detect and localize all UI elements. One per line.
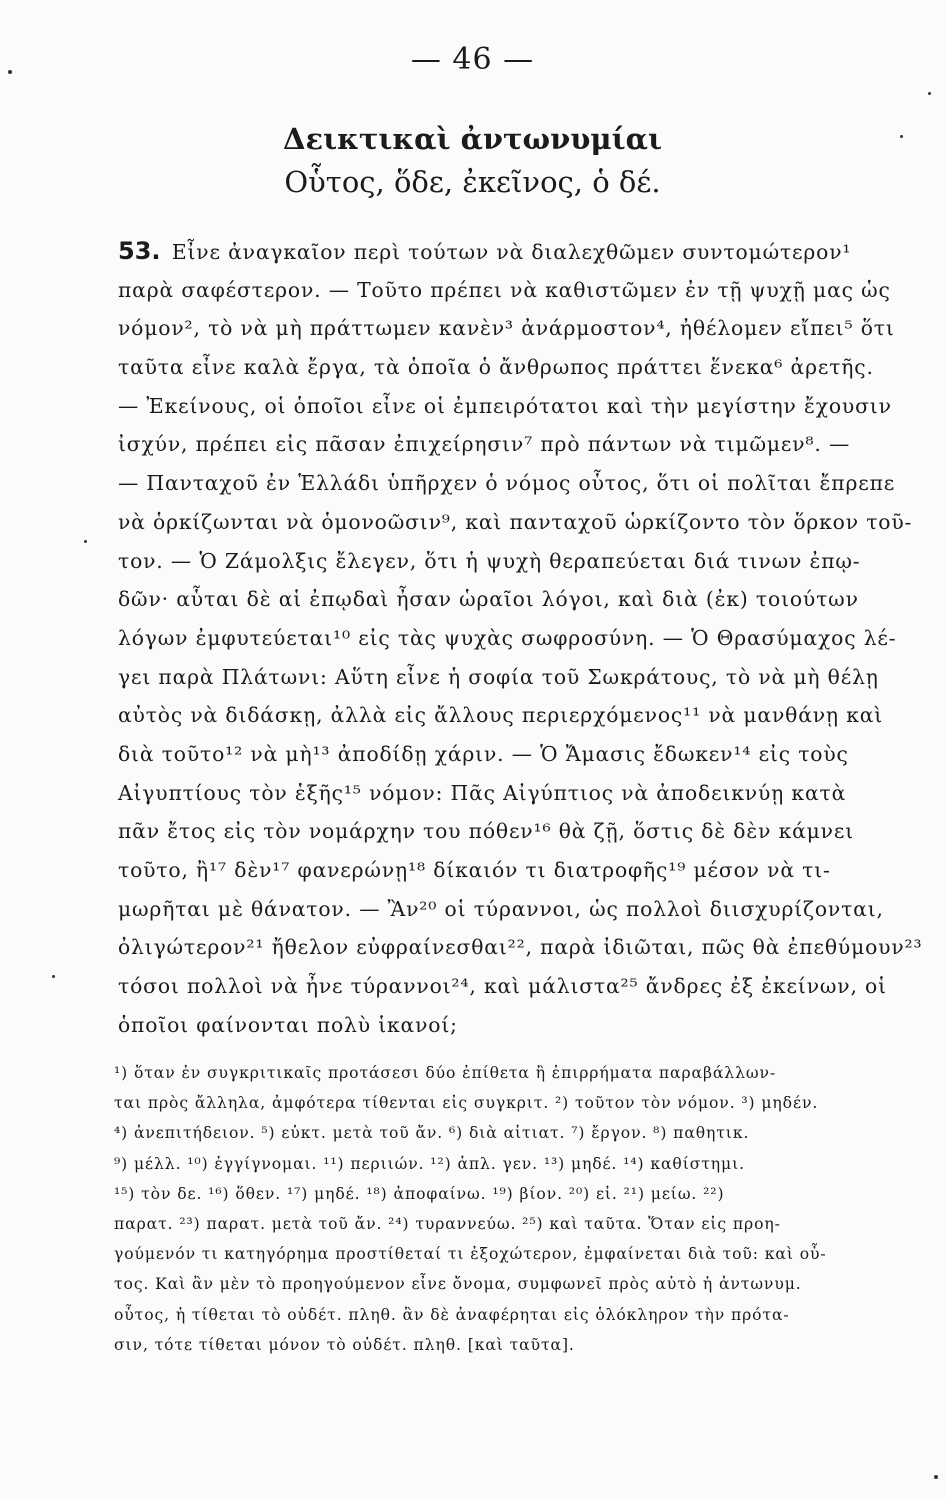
text-line: ταῦτα εἶνε καλὰ ἔργα, τὰ ὁποῖα ὁ ἄνθρωπος πράττει ἕνεκα⁶ ἀρετῆς. bbox=[118, 355, 874, 380]
scan-speck bbox=[928, 92, 931, 95]
text-line: ἰσχύν, πρέπει εἰς πᾶσαν ἐπιχείρησιν⁷ πρὸ πάντων νὰ τιμῶμεν⁸. — bbox=[118, 432, 851, 457]
text-line: πᾶν ἔτος εἰς τὸν νομάρχην του πόθεν¹⁶ θὰ ζῇ, ὅστις δὲ δὲν κάμνει bbox=[118, 819, 855, 844]
footnote-line: τος. Καὶ ἂν μὲν τὸ προηγούμενον εἶνε ὄνομα, συμφωνεῖ πρὸς αὐτὸ ἡ ἀντωνυμ. bbox=[114, 1275, 802, 1294]
scan-speck bbox=[8, 70, 12, 74]
footnotes bbox=[114, 1058, 944, 1360]
text-line: δῶν· αὗται δὲ αἱ ἐπῳδαὶ ἦσαν ὡραῖοι λόγοι, καὶ διὰ (ἐκ) τοιούτων bbox=[118, 587, 859, 612]
text-line-content: Εἶνε ἀναγκαῖον περὶ τούτων νὰ διαλεχθῶμεν συντομώτερον¹ bbox=[171, 240, 852, 264]
text-line: τόσοι πολλοὶ νὰ ἦνε τύραννοι²⁴, καὶ μάλιστα²⁵ ἄνδρες ἐξ ἐκείνων, οἱ bbox=[118, 974, 887, 999]
text-line: νόμον², τὸ νὰ μὴ πράττωμεν κανὲν³ ἀνάρμοστον⁴, ἠθέλομεν εἴπει⁵ ὅτι bbox=[118, 316, 895, 341]
footnote-line: ¹) ὅταν ἐν συγκριτικαῖς προτάσεσι δύο ἐπίθετα ἢ ἐπιρρήματα παραβάλλων- bbox=[114, 1064, 777, 1082]
scan-speck bbox=[934, 1475, 938, 1479]
text-line bbox=[118, 232, 936, 271]
text-line: τον. — Ὁ Ζάμολξις ἔλεγεν, ὅτι ἡ ψυχὴ θεραπεύεται διά τινων ἐπῳ- bbox=[118, 548, 861, 573]
page-number: — 46 — bbox=[410, 42, 535, 77]
text-line: λόγων ἐμφυτεύεται¹⁰ εἰς τὰς ψυχὰς σωφροσύνη. — Ὁ Θρασύμαχος λέ- bbox=[118, 625, 897, 650]
text-line: νὰ ὁρκίζωνται νὰ ὁμονοῶσιν⁹, καὶ πανταχοῦ ὡρκίζοντο τὸν ὅρκον τοῦ- bbox=[118, 509, 913, 534]
section-text bbox=[118, 232, 936, 1044]
text-line: — Ἐκείνους, οἱ ὁποῖοι εἶνε οἱ ἐμπειρότατοι καὶ τὴν μεγίστην ἔχουσιν bbox=[118, 393, 892, 418]
footnote-line: γούμενόν τι κατηγόρημα προστίθεταί τι ἐξοχώτερον, ἐμφαίνεται διὰ τοῦ: καὶ οὗ- bbox=[114, 1245, 827, 1264]
section-number: 53. bbox=[118, 237, 161, 265]
footnote-line: παρατ. ²³) παρατ. μετὰ τοῦ ἄν. ²⁴) τυραννεύω. ²⁵) καὶ ταῦτα. Ὅταν εἰς προη- bbox=[114, 1214, 781, 1233]
text-line: διὰ τοῦτο¹² νὰ μὴ¹³ ἀποδίδῃ χάριν. — Ὁ Ἄμασις ἔδωκεν¹⁴ εἰς τοὺς bbox=[118, 741, 849, 766]
text-line: αὐτὸς νὰ διδάσκῃ, ἀλλὰ εἰς ἄλλους περιερχόμενος¹¹ νὰ μανθάνῃ καὶ bbox=[118, 703, 884, 728]
text-line: Αἰγυπτίους τὸν ἑξῆς¹⁵ νόμον: Πᾶς Αἰγύπτιος νὰ ἀποδεικνύῃ κατὰ bbox=[118, 780, 847, 805]
footnote-line: ¹⁵) τὸν δε. ¹⁶) ὅθεν. ¹⁷) μηδέ. ¹⁸) ἀποφαίνω. ¹⁹) βίον. ²⁰) εἰ. ²¹) μείω. ²²) bbox=[114, 1184, 725, 1203]
page-subheading: Οὗτος, ὅδε, ἐκεῖνος, ὁ δέ. bbox=[284, 165, 661, 199]
scan-speck bbox=[52, 975, 55, 978]
footnote-line: ⁴) ἀνεπιτήδειον. ⁵) εὐκτ. μετὰ τοῦ ἄν. ⁶) διὰ αἰτιατ. ⁷) ἔργον. ⁸) παθητικ. bbox=[114, 1124, 750, 1143]
footnote-line: ται πρὸς ἄλληλα, ἀμφότερα τίθενται εἰς συγκριτ. ²) τοῦτον τὸν νόμον. ³) μηδέν. bbox=[114, 1094, 819, 1113]
text-line: παρὰ σαφέστερον. — Τοῦτο πρέπει νὰ καθιστῶμεν ἐν τῇ ψυχῇ μας ὡς bbox=[118, 277, 891, 302]
scan-speck bbox=[900, 135, 903, 138]
footnote-line: οὗτος, ἡ τίθεται τὸ οὐδέτ. πληθ. ἂν δὲ ἀναφέρηται εἰς ὁλόκληρον τὴν πρότα- bbox=[114, 1305, 790, 1324]
text-line: τοῦτο, ἢ¹⁷ δὲν¹⁷ φανερώνῃ¹⁸ δίκαιόν τι διατροφῆς¹⁹ μέσον νὰ τι- bbox=[118, 858, 831, 882]
text-line: ὁποῖοι φαίνονται πολὺ ἱκανοί; bbox=[118, 1012, 458, 1037]
page-heading: Δεικτικαὶ ἀντωνυμίαι bbox=[282, 122, 663, 156]
text-line: γει παρὰ Πλάτωνι: Αὕτη εἶνε ἡ σοφία τοῦ Σωκράτους, τὸ νὰ μὴ θέλῃ bbox=[118, 664, 879, 689]
footnote-line: σιν, τότε τίθεται μόνον τὸ οὐδέτ. πληθ. [καὶ ταῦτα]. bbox=[114, 1335, 575, 1354]
text-line: μωρῆται μὲ θάνατον. — Ἂν²⁰ οἱ τύραννοι, ὡς πολλοὶ διισχυρίζονται, bbox=[118, 896, 884, 921]
text-line: — Πανταχοῦ ἐν Ἑλλάδι ὑπῆρχεν ὁ νόμος οὗτος, ὅτι οἱ πολῖται ἔπρεπε bbox=[118, 471, 896, 496]
scan-speck bbox=[84, 540, 87, 543]
text-line: ὀλιγώτερον²¹ ἤθελον εὐφραίνεσθαι²², παρὰ ἰδιῶται, πῶς θὰ ἐπεθύμουν²³ bbox=[118, 935, 923, 960]
footnote-line: ⁹) μέλλ. ¹⁰) ἐγγίγνομαι. ¹¹) περιιών. ¹²) ἁπλ. γεν. ¹³) μηδέ. ¹⁴) καθίστημι. bbox=[114, 1154, 745, 1173]
